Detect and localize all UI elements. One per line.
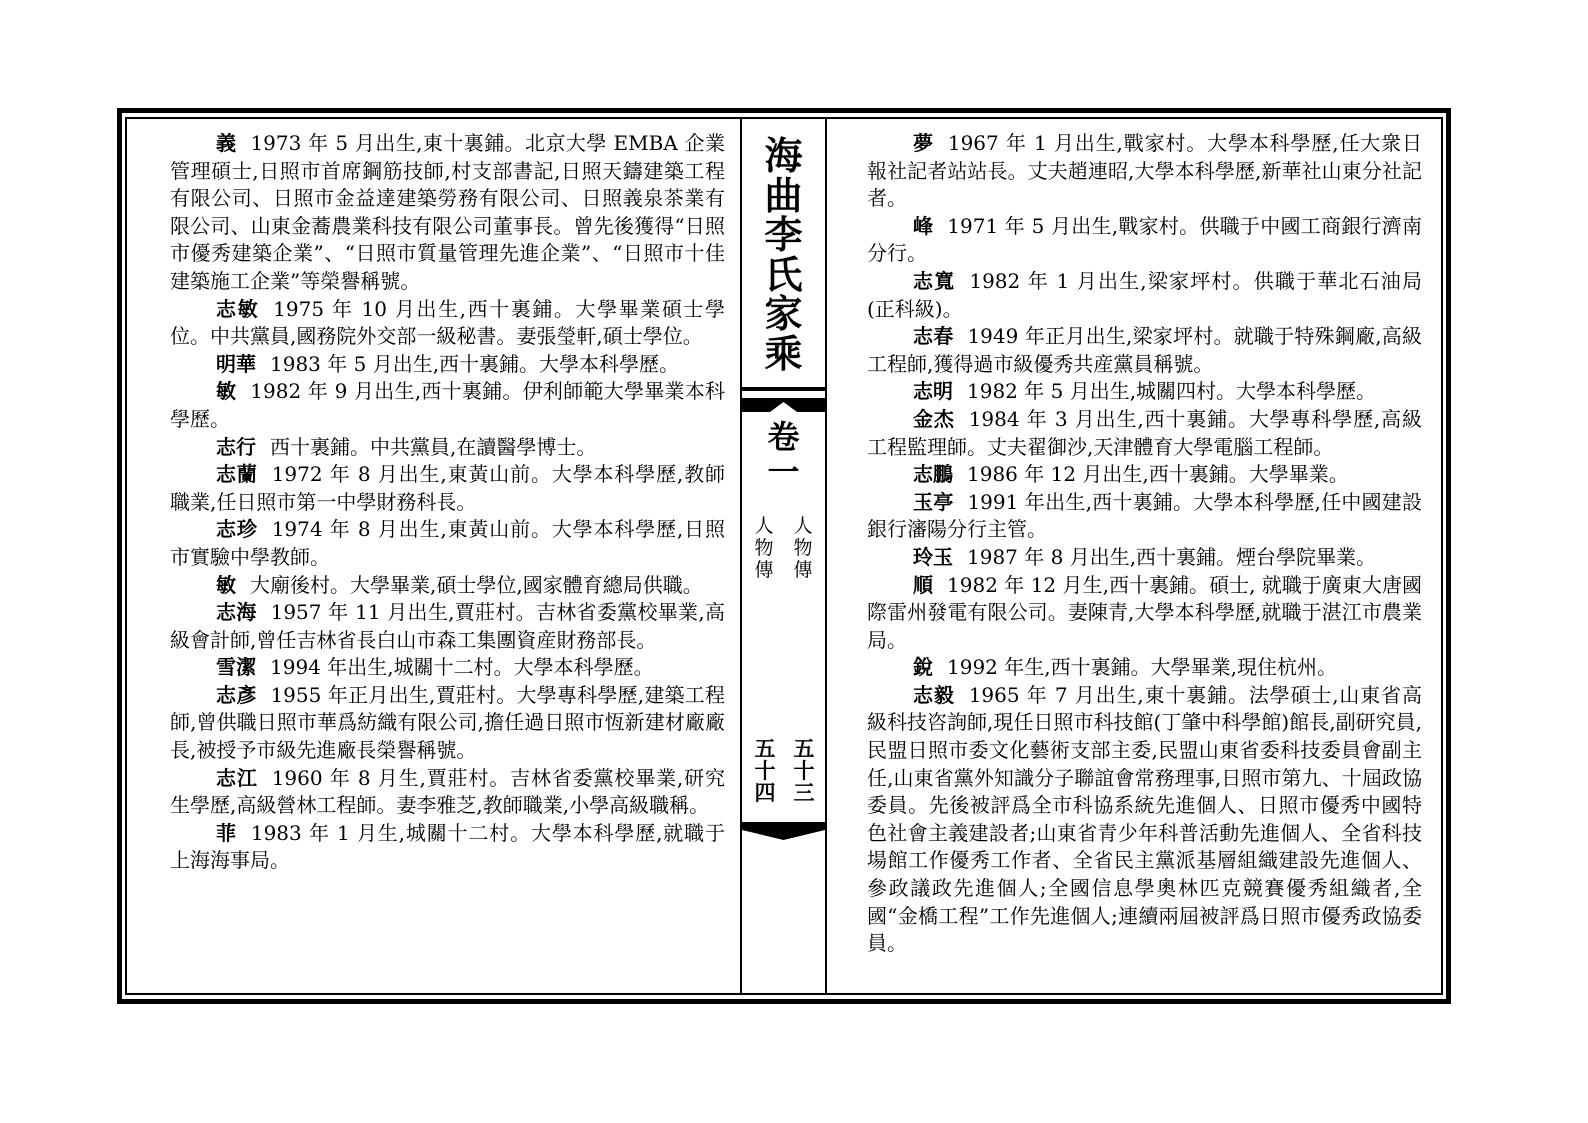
person-bio: 1967 年 1 月出生,戰家村。大學本科學歷,任大衆日報社記者站站長。丈夫趙連昭,大學本科學歷,新華社山東分社記者。: [867, 131, 1422, 211]
person-bio: 1982 年 5 月出生,城關四村。大學本科學歷。: [967, 379, 1377, 404]
title-char: 曲: [764, 172, 803, 218]
page-number-char: 十: [793, 758, 815, 784]
page-number-char: 四: [754, 780, 776, 806]
person-bio: 1955 年正月出生,賈莊村。大學專科學歷,建築工程師,曾供職日照市華爲紡織有限公司,擔任過日照市恆新建材廠廠長,被授予市級先進廠長榮譽稱號。: [170, 682, 725, 763]
biography-entry: [867, 378, 1422, 406]
person-name: 志彥: [216, 682, 257, 707]
volume-label: [742, 420, 825, 489]
person-bio: 1982 年 1 月出生,梁家坪村。供職于華北石油局(正科級)。: [867, 268, 1422, 321]
fishtail-bottom: [742, 822, 825, 840]
person-name: 志春: [913, 324, 954, 349]
title-char: 家: [764, 291, 803, 337]
person-name: 志海: [216, 600, 257, 625]
person-bio: 1992 年生,西十裏鋪。大學畢業,現住杭州。: [947, 655, 1337, 680]
biography-entry: [170, 461, 725, 516]
page-number-char: 五: [793, 736, 815, 761]
biography-entry: [867, 213, 1422, 268]
person-name: 明華: [216, 351, 256, 376]
biography-entry: [170, 572, 725, 600]
person-name: 銳: [913, 655, 933, 680]
biography-entry: [867, 682, 1422, 958]
person-name: 菲: [216, 820, 237, 845]
person-bio: 1960 年 8 月生,賈莊村。吉林省委黨校畢業,研究生學歷,高級營林工程師。妻李雅芝,教師職業,小學高級職稱。: [170, 765, 725, 818]
biography-entry: [170, 130, 725, 296]
page-number-char: 三: [793, 780, 815, 806]
volume-char: 卷: [767, 418, 800, 456]
biography-entry: [867, 268, 1422, 323]
person-name: 志明: [913, 379, 953, 404]
page-number-right: [787, 738, 821, 804]
section-char: 傳: [793, 558, 813, 581]
section-char: 傳: [754, 558, 774, 581]
fishtail-top: [742, 398, 825, 412]
person-bio: 1974 年 8 月出生,東黃山前。大學本科學歷,日照市實驗中學教師。: [170, 517, 725, 569]
person-name: 志敏: [216, 296, 260, 321]
person-name: 志鵬: [913, 462, 953, 487]
biography-entry: [867, 572, 1422, 655]
biography-entry: [867, 130, 1422, 213]
spine-divider-right: [825, 117, 827, 995]
person-name: 義: [216, 131, 237, 155]
title-char: 李: [764, 212, 803, 258]
biography-entry: [170, 434, 725, 462]
biography-entry: [867, 489, 1422, 544]
person-bio: 1991 年出生,西十裏鋪。大學本科學歷,任中國建設銀行瀋陽分行主管。: [867, 489, 1422, 542]
person-bio: 1982 年 9 月出生,西十裏鋪。伊利師範大學畢業本科學歷。: [170, 379, 725, 431]
title-char: 乘: [764, 330, 803, 376]
person-bio: 大廟後村。大學畢業,碩士學位,國家體育總局供職。: [250, 572, 703, 597]
biography-entry: [867, 654, 1422, 682]
person-bio: 1986 年 12 月出生,西十裏鋪。大學畢業。: [967, 462, 1349, 487]
page-number-char: 五: [754, 736, 776, 761]
person-name: 玉亭: [913, 489, 954, 514]
page-number-left: [748, 738, 782, 804]
person-bio: 1983 年 5 月出生,西十裏鋪。大學本科學歷。: [270, 351, 680, 376]
person-name: 峰: [913, 213, 934, 238]
person-bio: 1987 年 8 月出生,西十裏鋪。煙台學院畢業。: [967, 544, 1377, 569]
person-bio: 1984 年 3 月出生,西十裏鋪。大學專科學歷,高級工程監理師。丈夫翟御沙,天津體育大學電腦工程師。: [867, 406, 1422, 459]
biography-entry: [170, 820, 725, 875]
person-bio: 1975 年 10 月出生,西十裏鋪。大學畢業碩士學位。中共黨員,國務院外交部一級秘書。妻張瑩軒,碩士學位。: [170, 296, 726, 349]
person-name: 志江: [216, 765, 258, 790]
biography-entry: [170, 654, 725, 682]
spine-rule-top: [742, 387, 825, 391]
person-bio: 1973 年 5 月出生,東十裏鋪。北京大學 EMBA 企業管理碩士,日照市首席鋼筋技師,村支部書記,日照天鑄建築工程有限公司、日照市金益達建築勞務有限公司、日照義泉茶業有限公司、山東金蕎農業科技有限公司董事長。曾先後獲得“日照市優秀建築企業”、“日照市質量管理先進企業”、“日照市十佳建築施工企業”等榮譽稱號。: [170, 131, 725, 293]
person-name: 金杰: [913, 406, 955, 431]
title-char: 氏: [764, 251, 803, 297]
section-char: 人: [754, 515, 774, 537]
biography-entry: [170, 765, 725, 820]
left-page-text: [170, 130, 725, 875]
biography-entry: [170, 351, 725, 379]
biography-entry: [867, 544, 1422, 572]
person-bio: 1949 年正月出生,梁家坪村。就職于特殊鋼廠,高級工程師,獲得過市級優秀共産黨員稱號。: [867, 324, 1422, 376]
book-title: [742, 125, 825, 387]
biography-entry: [867, 461, 1422, 489]
person-bio: 1965 年 7 月出生,東十裏鋪。法學碩士,山東省高級科技咨詢師,現任日照市科技館(丁肇中科學館)館長,副研究員,民盟日照市委文化藝術支部主委,民盟山東省委科技委員會副主任,山東省黨外知識分子聯誼會常務理事,日照市第九、十屆政協委員。先後被評爲全市科協系統先進個人、日照市優秀中國特色社會主義建設者;山東省青少年科普活動先進個人、全省科技場館工作優秀工作者、全省民主黨派基層組織建設先進個人、參政議政先進個人;全國信息學奧林匹克競賽優秀組織者,全國“金橋工程”工作先進個人;連續兩屆被評爲日照市優秀政協委員。: [867, 682, 1422, 956]
person-bio: 1994 年出生,城關十二村。大學本科學歷。: [270, 655, 654, 680]
person-name: 玲玉: [913, 544, 953, 569]
person-name: 志行: [216, 434, 256, 459]
person-bio: 1972 年 8 月出生,東黃山前。大學本科學歷,教師職業,任日照市第一中學財務科長。: [170, 462, 725, 514]
section-char: 人: [793, 515, 813, 537]
title-char: 海: [764, 133, 803, 178]
page-number-char: 十: [754, 758, 776, 784]
person-bio: 1982 年 12 月生,西十裏鋪。碩士, 就職于廣東大唐國際雷州發電有限公司。妻陳青,大學本科學歷,就職于湛江市農業局。: [867, 572, 1423, 652]
person-name: 敏: [216, 379, 237, 404]
person-name: 雪潔: [216, 655, 256, 680]
biography-entry: [867, 406, 1422, 461]
person-bio: 1983 年 1 月生,城關十二村。大學本科學歷,就職于上海海事局。: [170, 820, 725, 873]
person-bio: 西十裏鋪。中共黨員,在讀醫學博士。: [270, 434, 597, 459]
section-label-right: [788, 516, 818, 582]
biography-entry: [170, 296, 725, 351]
volume-char: 一: [767, 452, 800, 491]
section-char: 物: [754, 536, 774, 559]
biography-entry: [170, 599, 725, 654]
person-name: 順: [913, 572, 934, 597]
person-name: 志蘭: [216, 462, 258, 487]
biography-entry: [867, 323, 1422, 378]
person-bio: 1957 年 11 月出生,賈莊村。吉林省委黨校畢業,高級會計師,曾任吉林省長白山市森工集團資産財務部長。: [170, 600, 726, 652]
biography-entry: [170, 378, 725, 433]
right-page-text: [867, 130, 1422, 958]
person-name: 志毅: [913, 682, 955, 707]
biography-entry: [170, 682, 725, 765]
person-name: 夢: [913, 131, 934, 155]
person-name: 敏: [216, 572, 236, 597]
person-bio: 1971 年 5 月出生,戰家村。供職于中國工商銀行濟南分行。: [867, 213, 1422, 266]
person-name: 志珍: [216, 517, 258, 542]
section-char: 物: [793, 536, 813, 559]
section-label-left: [749, 516, 779, 582]
person-name: 志寬: [913, 268, 956, 293]
biography-entry: [170, 516, 725, 571]
